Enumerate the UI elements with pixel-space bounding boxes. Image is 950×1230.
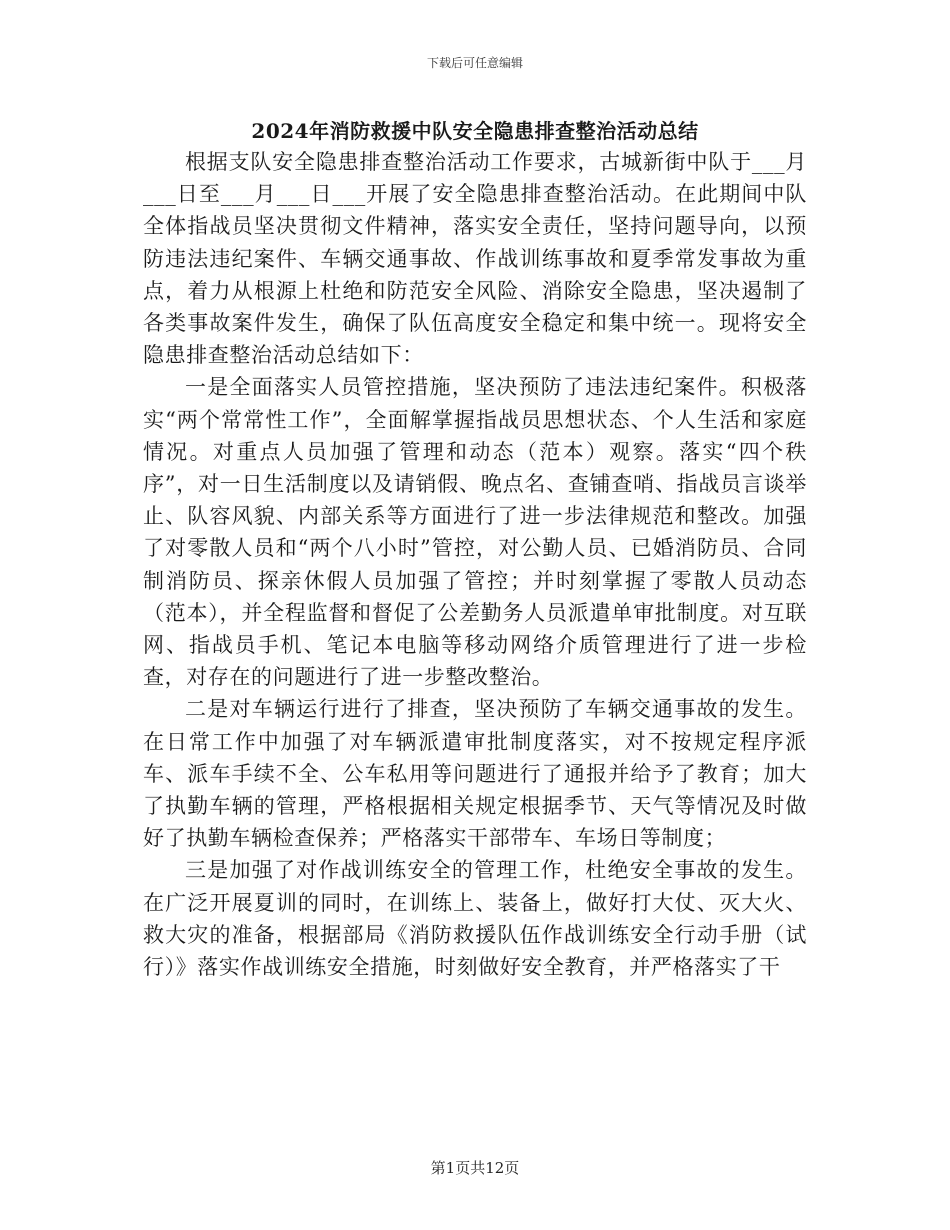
paragraph-intro: 根据支队安全隐患排查整治活动工作要求，古城新街中队于___月___日至___月___日___开展了安全隐患排查整治活动。在此期间中队全体指战员坚决贯彻文件精神，落实安全责任，坚持问题导向，以预防违法违纪案件、车辆交通事故、作战训练事故和夏季常发事故为重点，着力从根源上杜绝和防范安全风险、消除安全隐患，坚决遏制了各类事故案件发生，确保了队伍高度安全稳定和集中统一。现将安全隐患排查整治活动总结如下： <box>143 150 807 368</box>
document-title: 2024年消防救援中队安全隐患排查整治活动总结 <box>251 119 699 143</box>
page-number: 第1页共12页 <box>430 1159 520 1177</box>
paragraph-personnel-control: 一是全面落实人员管控措施，坚决预防了违法违纪案件。积极落实“两个常常性工作”，全面解掌握指战员思想状态、个人生活和家庭情况。对重点人员加强了管理和动态（范本）观察。落实“四个秩序”，对一日生活制度以及请销假、晚点名、查铺查哨、指战员言谈举止、队容风貌、内部关系等方面进行了进一步法律规范和整改。加强了对零散人员和“两个八小时”管控，对公勤人员、已婚消防员、合同制消防员、探亲休假人员加强了管控；并时刻掌握了零散人员动态（范本），并全程监督和督促了公差勤务人员派遣单审批制度。对互联网、指战员手机、笔记本电脑等移动网络介质管理进行了进一步检查，对存在的问题进行了进一步整改整治。 <box>143 375 807 690</box>
header-note: 下载后可任意编辑 <box>426 56 523 70</box>
paragraph-vehicle-safety: 二是对车辆运行进行了排查，坚决预防了车辆交通事故的发生。在日常工作中加强了对车辆派遣审批制度落实，对不按规定程序派车、派车手续不全、公车私用等问题进行了通报并给予了教育；加大了执勤车辆的管理，严格根据相关规定根据季节、天气等情况及时做好了执勤车辆检查保养；严格落实干部带车、车场日等制度； <box>143 697 807 851</box>
paragraph-training-safety: 三是加强了对作战训练安全的管理工作，杜绝安全事故的发生。在广泛开展夏训的同时，在训练上、装备上，做好打大仗、灭大火、救大灾的准备，根据部局《消防救援队伍作战训练安全行动手册（试行）》落实作战训练安全措施，时刻做好安全教育，并严格落实了干 <box>143 858 807 980</box>
document-body <box>143 146 807 983</box>
